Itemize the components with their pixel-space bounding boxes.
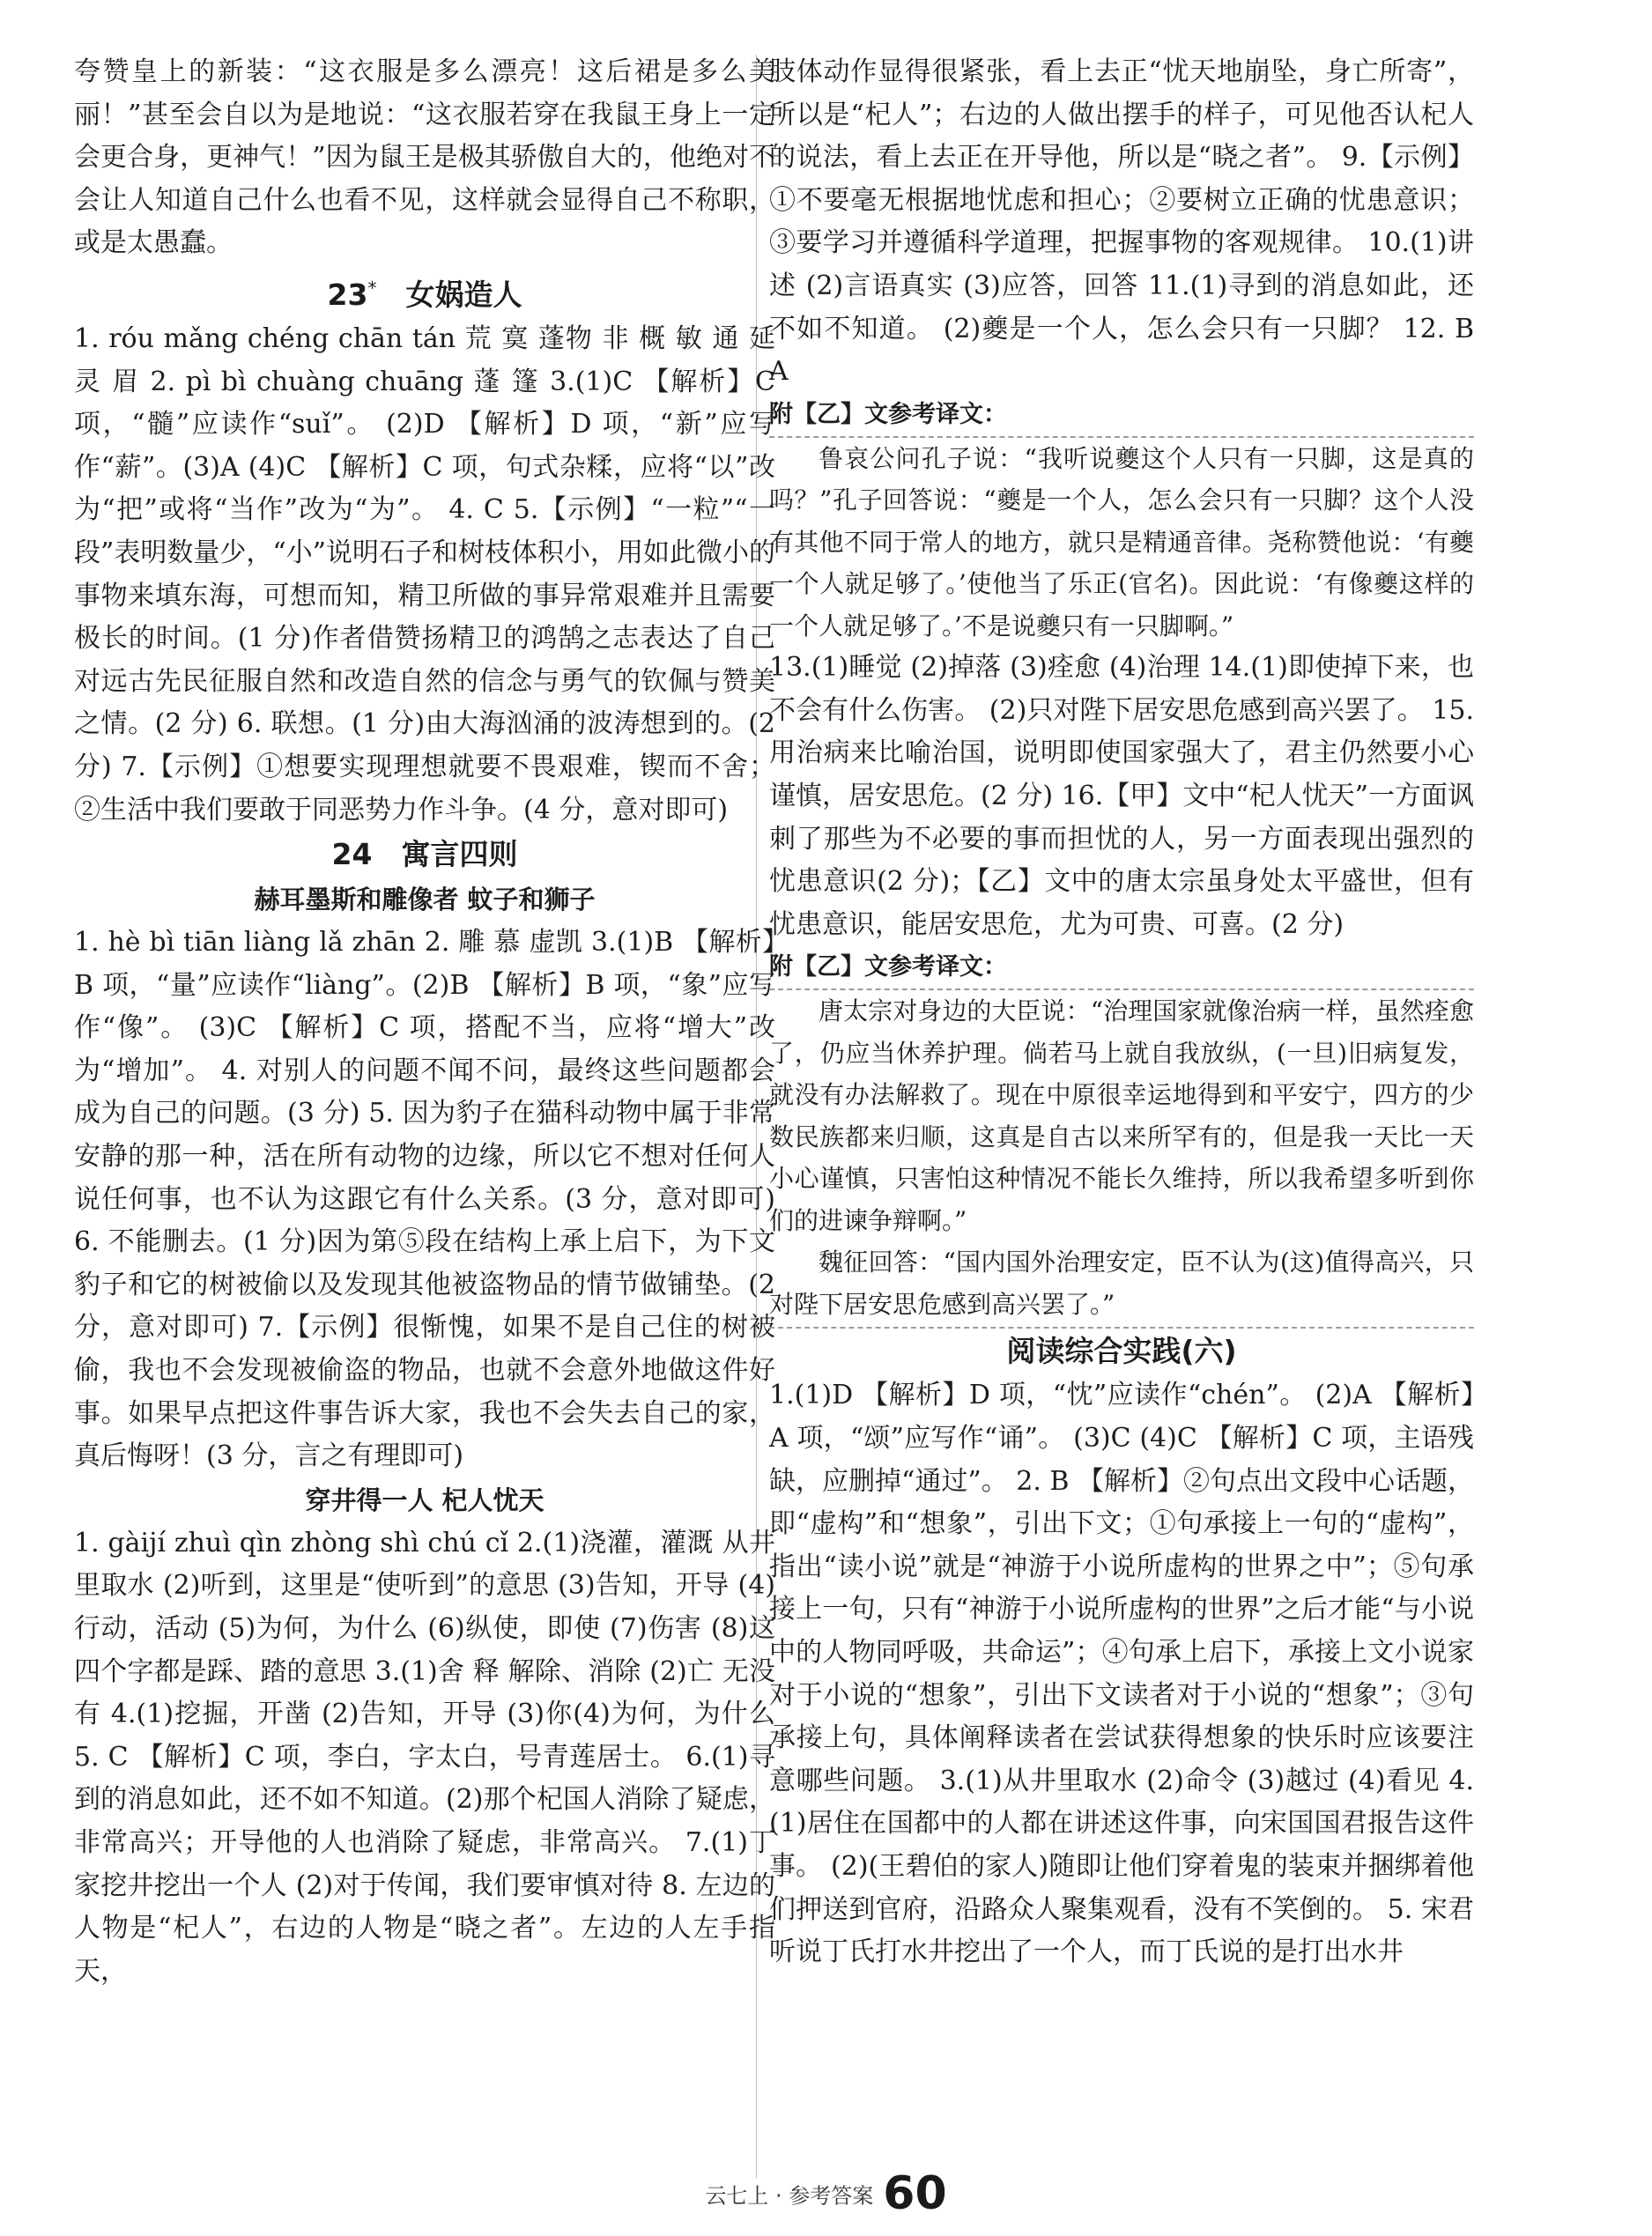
answer-paragraph: 1. hè bì tiān liàng lǎ zhān 2. 雕 慕 虚凯 3.(1)B 【解析】B 项，“量”应读作“liàng”。(2)B 【解析】B 项，“象”应写作“像”。 (3)C 【解析】C 项，搭配不当，应将“增大”改为“增加”。 4. 对别人的问题不闻不问，最终这些问题都会成为自己的问题。(3 分) 5. 因为豹子在猫科动物中属于非常安静的那一种，活在所有动物的边缘，所以它不想对任何人说任何事，也不认为这跟它有什么关系。(3 分，意对即可) 6. 不能删去。(1 分)因为第⑤段在结构上承上启下，为下文豹子和它的树被偷以及发现其他被盗物品的情节做铺垫。(2 分，意对即可) 7.【示例】很惭愧，如果不是自己住的树被偷，我也不会发现被偷盗的物品，也就不会意外地做这件好事。如果早点把这件事告诉大家，我也不会失去自己的家，真后悔呀！(3 分，言之有理即可)	[74, 927, 775, 1472]
section-title	[769, 1329, 1474, 1374]
answer-paragraph: 肢体动作显得很紧张，看上去正“忧天地崩坠，身亡所寄”，所以是“杞人”；右边的人做出摆手的样子，可见他否认杞人的说法，看上去正在开导他，所以是“晓之者”。 9.【示例】①不要毫无根据地忧虑和担心；②要树立正确的忧患意识；③要学习并遵循科学道理，把握事物的客观规律。 10.(1)讲述 (2)言语真实 (3)应答，回答 11.(1)寻到的消息如此，还不如不知道。 (2)夔是一个人，怎么会只有一只脚？ 12. B A	[769, 56, 1474, 388]
answer-paragraph: 13.(1)睡觉 (2)掉落 (3)痊愈 (4)治理 14.(1)即使掉下来，也不会有什么伤害。 (2)只对陛下居安思危感到高兴罢了。 15. 用治病来比喻治国，说明即使国家强大了，君主仍然要小心谨慎，居安思危。(2 分) 16.【甲】文中“杞人忧天”一方面讽刺了那些为不必要的事而担忧的人，另一方面表现出强烈的忧患意识(2 分)；【乙】文中的唐太宗虽身处太平盛世，但有忧患意识，能居安思危，尤为可贵、可喜。(2 分)	[769, 652, 1474, 940]
answer-paragraph: 夸赞皇上的新装：“这衣服是多么漂亮！这后裙是多么美丽！”甚至会自以为是地说：“这衣服若穿在我鼠王身上一定会更合身，更神气！”因为鼠王是极其骄傲自大的，他绝对不会让人知道自己什么也看不见，这样就会显得自己不称职，或是太愚蠢。	[74, 56, 775, 259]
footer-label: 云七上 · 参考答案	[705, 2183, 874, 2209]
subsection-title: 穿井得一人 杞人忧天	[305, 1484, 544, 1515]
page-footer	[0, 2167, 1652, 2220]
section-number: 23	[327, 277, 368, 312]
section-title-text: 阅读综合实践(六)	[1006, 1334, 1237, 1369]
section-title-text: 寓言四则	[401, 837, 518, 872]
right-column	[769, 51, 1474, 1974]
left-column	[74, 51, 775, 1993]
section-title	[74, 265, 775, 318]
section-title-text: 女娲造人	[405, 277, 522, 312]
answer-paragraph: 1. gàijí zhuì qìn zhòng shì chú cǐ 2.(1)浇灌，灌溉 从井里取水 (2)听到，这里是“使听到”的意思 (3)告知，开导 (4)行动，活动 (5)为何，为什么 (6)纵使，即使 (7)伤害 (8)这四个字都是踩、踏的意思 3.(1)舍 释 解除、消除 (2)亡 无没有 4.(1)挖掘，开凿 (2)告知，开导 (3)你(4)为何，为什么 5. C 【解析】C 项，李白，字太白，号青莲居士。 6.(1)寻到的消息如此，还不如不知道。(2)那个杞国人消除了疑虑，非常高兴；开导他的人也消除了疑虑，非常高兴。 7.(1)丁家挖井挖出一个人 (2)对于传闻，我们要审慎对待 8. 左边的人物是“杞人”，右边的人物是“晓之者”。左边的人左手指天，	[74, 1527, 775, 1987]
answer-paragraph: 1. róu mǎng chéng chān tán 荒 寞 蓬物 非 概 敏 通 延 灵 眉 2. pì bì chuàng chuāng 蓬 篷 3.(1)C 【解析】C 项，“髓”应读作“suǐ”。 (2)D 【解析】D 项，“新”应写作“薪”。(3)A (4)C 【解析】C 项，句式杂糅，应将“以”改为“把”或将“当作”改为“为”。 4. C 5.【示例】“一粒”“一段”表明数量少，“小”说明石子和树枝体积小，用如此微小的事物来填东海，可想而知，精卫所做的事异常艰难并且需要极长的时间。(1 分)作者借赞扬精卫的鸿鹄之志表达了自己对远古先民征服自然和改造自然的信念与勇气的钦佩与赞美之情。(2 分) 6. 联想。(1 分)由大海汹涌的波涛想到的。(2 分) 7.【示例】①想要实现理想就要不畏艰难，锲而不舍；②生活中我们要敢于同恶势力作斗争。(4 分，意对即可)	[74, 322, 776, 826]
page-number: 60	[883, 2167, 947, 2220]
section-star: *	[367, 277, 377, 299]
answer-paragraph: 1.(1)D 【解析】D 项，“忱”应读作“chén”。 (2)A 【解析】A 项，“颂”应写作“诵”。 (3)C (4)C 【解析】C 项，主语残缺，应删掉“通过”。 2. B 【解析】②句点出文段中心话题，即“虚构”和“想象”，引出下文；①句承接上一句的“虚构”，指出“读小说”就是“神游于小说所虚构的世界之中”；⑤句承接上一句，只有“神游于小说所虚构的世界”之后才能“与小说中的人物同呼吸，共命运”；④句承上启下，承接上文小说家对于小说的“想象”，引出下文读者对于小说的“想象”；③句承接上句，具体阐释读者在尝试获得想象的快乐时应该要注意哪些问题。 3.(1)从井里取水 (2)命令 (3)越过 (4)看见 4.(1)居住在国都中的人都在讲述这件事，向宋国国君报告这件事。 (2)(王碧伯的家人)随即让他们穿着鬼的装束并捆绑着他们押送到官府，沿路众人聚集观看，没有不笑倒的。 5. 宋君听说丁氏打水井挖出了一个人，而丁氏说的是打出水井	[769, 1380, 1474, 1968]
translation-heading: 附【乙】文参考译文：	[769, 400, 1007, 428]
translation-paragraph: 唐太宗对身边的大臣说：“治理国家就像治病一样，虽然痊愈了，仍应当休养护理。倘若马上就自我放纵，(一旦)旧病复发，就没有办法解救了。现在中原很幸运地得到和平安宁，四方的少数民族都来归顺，这真是自古以来所罕有的，但是我一天比一天小心谨慎，只害怕这种情况不能长久维持，所以我希望多听到你们的进谏争辩啊。”	[769, 988, 1474, 1241]
translation-paragraph: 鲁哀公问孔子说：“我听说夔这个人只有一只脚，这是真的吗？”孔子回答说：“夔是一个人，怎么会只有一只脚？这个人没有其他不同于常人的地方，就只是精通音律。尧称赞他说：‘有夔一个人就足够了。’使他当了乐正(官名)。因此说：‘有像夔这样的一个人就足够了。’不是说夔只有一只脚啊。”	[769, 436, 1474, 648]
section-number: 24	[331, 837, 373, 872]
section-title	[74, 832, 775, 877]
subsection-title: 赫耳墨斯和雕像者 蚊子和狮子	[254, 885, 596, 915]
translation-heading: 附【乙】文参考译文：	[769, 953, 1007, 981]
translation-paragraph: 魏征回答：“国内国外治理安定，臣不认为(这)值得高兴，只对陛下居安思危感到高兴罢了。”	[769, 1241, 1474, 1329]
